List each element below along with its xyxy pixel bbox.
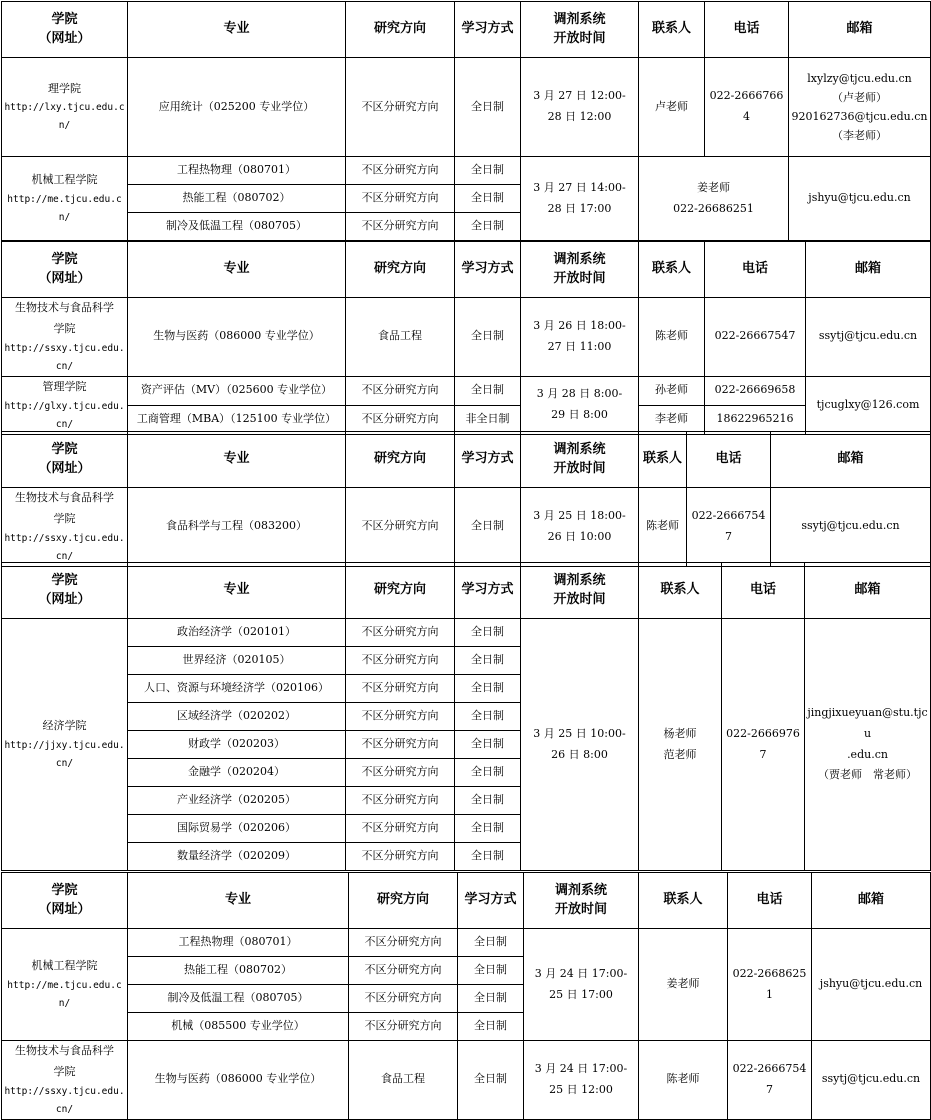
header-email: 邮箱: [806, 242, 931, 298]
phone-cell: 022-26686251: [728, 929, 812, 1041]
header-direction: 研究方向: [346, 432, 455, 488]
direction-cell: 不区分研究方向: [346, 731, 455, 759]
header-study-mode: 学习方式: [455, 563, 521, 619]
phone-cell: 022-26669658: [705, 376, 806, 405]
major-cell: 制冷及低温工程（080705）: [128, 213, 346, 241]
header-study-mode: 学习方式: [455, 2, 521, 58]
header-college: 学院 （网址）: [2, 873, 128, 929]
major-cell: 数量经济学（020209）: [128, 843, 346, 871]
major-cell: 政治经济学（020101）: [128, 619, 346, 647]
study-mode-cell: 全日制: [458, 1013, 524, 1041]
table-biotech-management: [1, 241, 931, 435]
email-cell[interactable]: ssytj@tjcu.edu.cn: [812, 1041, 931, 1120]
phone-cell: 18622965216: [705, 405, 806, 434]
major-cell: 热能工程（080702）: [128, 185, 346, 213]
direction-cell: 不区分研究方向: [346, 376, 455, 405]
direction-cell: 不区分研究方向: [349, 929, 458, 957]
study-mode-cell: 全日制: [455, 185, 521, 213]
header-email: 邮箱: [789, 2, 931, 58]
college-url[interactable]: http://glxy.tjcu.edu.cn/: [4, 400, 125, 430]
major-cell: 国际贸易学（020206）: [128, 815, 346, 843]
phone-cell: 022-26667547: [687, 488, 771, 567]
major-cell: 资产评估（MV）（025600 专业学位）: [128, 376, 346, 405]
header-major: 专业: [128, 2, 346, 58]
college-url[interactable]: http://me.tjcu.edu.cn/: [7, 193, 122, 223]
header-contact: 联系人: [639, 2, 705, 58]
study-mode-cell: 全日制: [455, 58, 521, 157]
header-direction: 研究方向: [346, 563, 455, 619]
contact-cell: 杨老师 范老师: [639, 619, 722, 871]
contact-cell: 姜老师: [639, 929, 728, 1041]
header-major: 专业: [128, 563, 346, 619]
college-name: 机械工程学院: [31, 959, 98, 972]
study-mode-cell: 全日制: [458, 929, 524, 957]
header-college: 学院 （网址）: [2, 563, 128, 619]
phone-cell: 022-26669767: [722, 619, 805, 871]
email-cell[interactable]: tjcuglxy@126.com: [806, 376, 931, 434]
major-cell: 人口、资源与环境经济学（020106）: [128, 675, 346, 703]
direction-cell: 食品工程: [346, 298, 455, 377]
header-system-open-time: 调剂系统 开放时间: [521, 2, 639, 58]
direction-cell: 不区分研究方向: [346, 488, 455, 567]
major-cell: 生物与医药（086000 专业学位）: [128, 298, 346, 377]
header-phone: 电话: [705, 242, 806, 298]
contact-cell: 陈老师: [639, 298, 705, 377]
header-direction: 研究方向: [346, 2, 455, 58]
major-cell: 工商管理（MBA）（125100 专业学位）: [128, 405, 346, 434]
table-row: [2, 58, 931, 157]
table-mechanical-biotech: [1, 872, 931, 1120]
major-cell: 机械（085500 专业学位）: [128, 1013, 349, 1041]
header-major: 专业: [128, 873, 349, 929]
email-cell[interactable]: lxylzy@tjcu.edu.cn （卢老师） 920162736@tjcu.edu.cn （李老师）: [789, 58, 931, 157]
college-url[interactable]: http://me.tjcu.edu.cn/: [7, 979, 122, 1009]
direction-cell: 不区分研究方向: [346, 157, 455, 185]
major-cell: 生物与医药（086000 专业学位）: [128, 1041, 349, 1120]
table-economics: [1, 562, 931, 871]
table-food-science: [1, 431, 931, 567]
study-mode-cell: 非全日制: [455, 405, 521, 434]
study-mode-cell: 全日制: [458, 957, 524, 985]
college-url[interactable]: http://ssxy.tjcu.edu.cn/: [4, 342, 125, 372]
contact-cell: 孙老师: [639, 376, 705, 405]
email-cell[interactable]: jingjixueyuan@stu.tjcu .edu.cn （贾老师 常老师）: [805, 619, 931, 871]
email-cell[interactable]: ssytj@tjcu.edu.cn: [771, 488, 931, 567]
college-name: 机械工程学院: [31, 173, 98, 186]
header-phone: 电话: [722, 563, 805, 619]
study-mode-cell: 全日制: [455, 675, 521, 703]
header-row: [2, 242, 931, 298]
header-study-mode: 学习方式: [455, 242, 521, 298]
study-mode-cell: 全日制: [455, 298, 521, 377]
direction-cell: 不区分研究方向: [346, 703, 455, 731]
major-cell: 工程热物理（080701）: [128, 157, 346, 185]
study-mode-cell: 全日制: [455, 647, 521, 675]
header-row: [2, 2, 931, 58]
study-mode-cell: 全日制: [458, 985, 524, 1013]
header-contact: 联系人: [639, 242, 705, 298]
college-cell: [2, 376, 128, 434]
college-cell: 生物技术与食品科学 学院 http://ssxy.tjcu.edu.cn/: [2, 488, 128, 567]
study-mode-cell: 全日制: [455, 376, 521, 405]
college-name: 生物技术与食品科学: [15, 1044, 114, 1057]
college-name: 生物技术与食品科学: [15, 301, 114, 314]
major-cell: 制冷及低温工程（080705）: [128, 985, 349, 1013]
college-cell: [2, 157, 128, 241]
study-mode-cell: 全日制: [455, 157, 521, 185]
header-email: 邮箱: [771, 432, 931, 488]
header-major: 专业: [128, 242, 346, 298]
study-mode-cell: 全日制: [455, 731, 521, 759]
study-mode-cell: 全日制: [455, 619, 521, 647]
direction-cell: 不区分研究方向: [346, 815, 455, 843]
major-cell: 热能工程（080702）: [128, 957, 349, 985]
major-cell: 金融学（020204）: [128, 759, 346, 787]
header-system-open-time: 调剂系统 开放时间: [521, 563, 639, 619]
header-system-open-time: 调剂系统 开放时间: [524, 873, 639, 929]
direction-cell: 不区分研究方向: [346, 213, 455, 241]
college-cell: 生物技术与食品科学 学院 http://ssxy.tjcu.edu.cn/: [2, 1041, 128, 1120]
header-major: 专业: [128, 432, 346, 488]
open-time-cell: 3 月 28 日 8:00- 29 日 8:00: [521, 376, 639, 434]
phone-cell: 022-26667547: [728, 1041, 812, 1120]
table-row: [2, 1041, 931, 1120]
contact-cell: 陈老师: [639, 488, 687, 567]
major-cell: 区域经济学（020202）: [128, 703, 346, 731]
college-name: 经济学院: [42, 719, 87, 732]
college-cell: [2, 58, 128, 157]
header-row: [2, 873, 931, 929]
direction-cell: 不区分研究方向: [346, 647, 455, 675]
study-mode-cell: 全日制: [455, 213, 521, 241]
contact-cell: 李老师: [639, 405, 705, 434]
contact-phone-cell: 姜老师 022-26686251: [639, 157, 789, 241]
college-url[interactable]: http://ssxy.tjcu.edu.cn/: [4, 532, 125, 562]
major-cell: 世界经济（020105）: [128, 647, 346, 675]
major-cell: 财政学（020203）: [128, 731, 346, 759]
major-cell: 产业经济学（020205）: [128, 787, 346, 815]
study-mode-cell: 全日制: [455, 815, 521, 843]
header-phone: 电话: [705, 2, 789, 58]
study-mode-cell: 全日制: [455, 843, 521, 871]
contact-cell: 陈老师: [639, 1041, 728, 1120]
header-direction: 研究方向: [349, 873, 458, 929]
direction-cell: 不区分研究方向: [346, 787, 455, 815]
direction-cell: 不区分研究方向: [346, 58, 455, 157]
study-mode-cell: 全日制: [458, 1041, 524, 1120]
direction-cell: 不区分研究方向: [349, 1013, 458, 1041]
header-contact: 联系人: [639, 873, 728, 929]
table-row: [2, 298, 931, 377]
college-name: 生物技术与食品科学: [15, 491, 114, 504]
email-cell[interactable]: jshyu@tjcu.edu.cn: [812, 929, 931, 1041]
study-mode-cell: 全日制: [455, 703, 521, 731]
header-phone: 电话: [687, 432, 771, 488]
header-row: [2, 432, 931, 488]
email-cell[interactable]: jshyu@tjcu.edu.cn: [789, 157, 931, 241]
open-time-cell: 3 月 27 日 12:00- 28 日 12:00: [521, 58, 639, 157]
header-direction: 研究方向: [346, 242, 455, 298]
table-row: [2, 488, 931, 567]
college-url[interactable]: http://lxy.tjcu.edu.cn/: [4, 102, 125, 132]
study-mode-cell: 全日制: [455, 759, 521, 787]
table-science-mechanical: [1, 1, 931, 241]
direction-cell: 不区分研究方向: [346, 185, 455, 213]
header-contact: 联系人: [639, 432, 687, 488]
major-cell: 工程热物理（080701）: [128, 929, 349, 957]
direction-cell: 不区分研究方向: [346, 675, 455, 703]
header-contact: 联系人: [639, 563, 722, 619]
direction-cell: 不区分研究方向: [349, 985, 458, 1013]
email-cell[interactable]: ssytj@tjcu.edu.cn: [806, 298, 931, 377]
open-time-cell: 3 月 24 日 17:00- 25 日 12:00: [524, 1041, 639, 1120]
college-url[interactable]: http://jjxy.tjcu.edu.cn/: [4, 739, 125, 769]
header-college: 学院 （网址）: [2, 432, 128, 488]
direction-cell: 不区分研究方向: [346, 843, 455, 871]
header-college: 学院 （网址）: [2, 2, 128, 58]
table-row: [2, 405, 931, 434]
phone-cell: 022-26667547: [705, 298, 806, 377]
table-row: [2, 929, 931, 957]
study-mode-cell: 全日制: [455, 787, 521, 815]
direction-cell: 食品工程: [349, 1041, 458, 1120]
open-time-cell: 3 月 24 日 17:00- 25 日 17:00: [524, 929, 639, 1041]
college-url[interactable]: http://ssxy.tjcu.edu.cn/: [4, 1085, 125, 1115]
college-cell: 生物技术与食品科学 学院 http://ssxy.tjcu.edu.cn/: [2, 298, 128, 377]
contact-cell: 卢老师: [639, 58, 705, 157]
header-email: 邮箱: [812, 873, 931, 929]
college-cell: [2, 929, 128, 1041]
header-system-open-time: 调剂系统 开放时间: [521, 432, 639, 488]
direction-cell: 不区分研究方向: [346, 619, 455, 647]
college-name: 理学院: [48, 81, 81, 95]
header-email: 邮箱: [805, 563, 931, 619]
open-time-cell: 3 月 26 日 18:00- 27 日 11:00: [521, 298, 639, 377]
table-row: [2, 619, 931, 647]
open-time-cell: 3 月 27 日 14:00- 28 日 17:00: [521, 157, 639, 241]
direction-cell: 不区分研究方向: [346, 405, 455, 434]
header-study-mode: 学习方式: [458, 873, 524, 929]
open-time-cell: 3 月 25 日 18:00- 26 日 10:00: [521, 488, 639, 567]
table-row: [2, 376, 931, 405]
direction-cell: 不区分研究方向: [349, 957, 458, 985]
college-cell: [2, 619, 128, 871]
phone-cell: 022-26667664: [705, 58, 789, 157]
open-time-cell: 3 月 25 日 10:00- 26 日 8:00: [521, 619, 639, 871]
header-row: [2, 563, 931, 619]
header-phone: 电话: [728, 873, 812, 929]
header-study-mode: 学习方式: [455, 432, 521, 488]
study-mode-cell: 全日制: [455, 488, 521, 567]
major-cell: 食品科学与工程（083200）: [128, 488, 346, 567]
header-system-open-time: 调剂系统 开放时间: [521, 242, 639, 298]
header-college: 学院 （网址）: [2, 242, 128, 298]
major-cell: 应用统计（025200 专业学位）: [128, 58, 346, 157]
direction-cell: 不区分研究方向: [346, 759, 455, 787]
table-row: [2, 157, 931, 185]
college-name: 管理学院: [42, 379, 87, 393]
